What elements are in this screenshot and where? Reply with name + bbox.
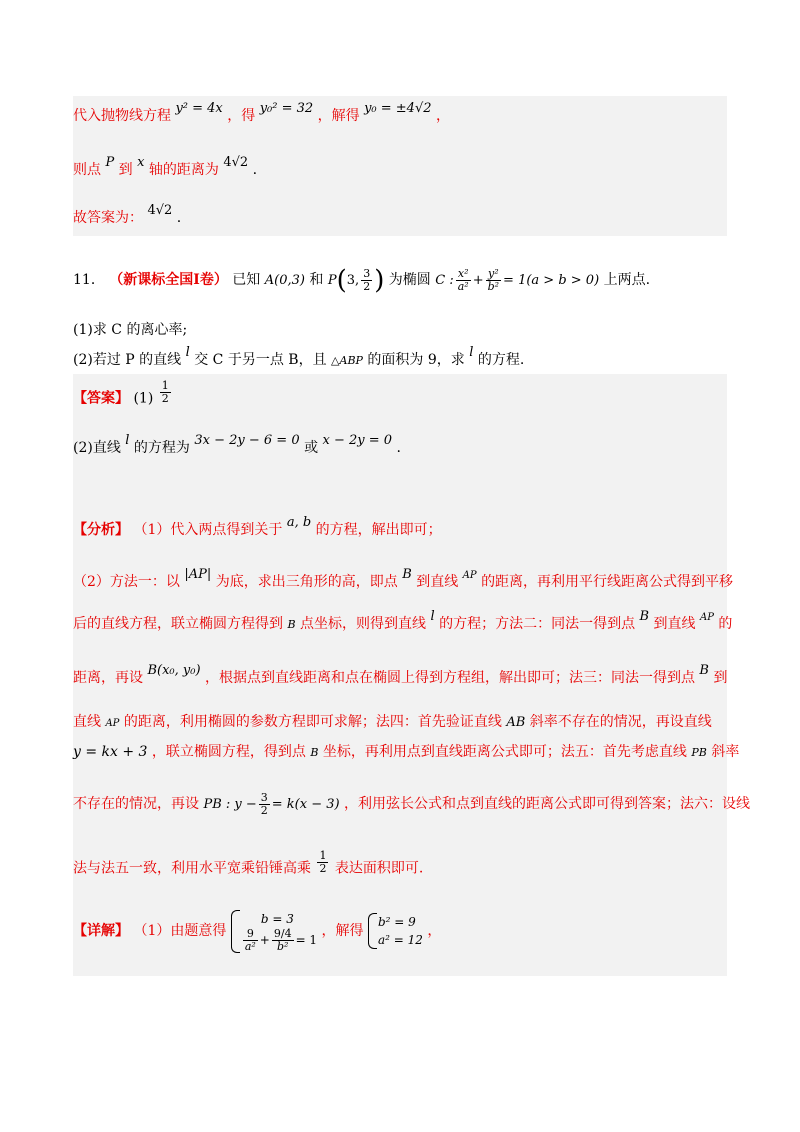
question-2: (2)若过 P 的直线 l 交 C 于另一点 B，且 △ABP 的面积为 9，求 l 的方程. xyxy=(73,345,525,368)
answer-line1: 【答案】 (1) $\frac{1}{2}$ xyxy=(73,379,169,407)
detail-line: 【详解】 （1）由题意得 b = 3 $\frac{9}{\text{a²}}$ + $\frac{9/4}{\text{b²}}$ = 1 ，解得 b² = 9 a² = 12 ， xyxy=(73,911,442,953)
equation: y₀ = ±4√2 xyxy=(364,101,432,116)
equation-system-1: b = 3 $\frac{9}{\text{a²}}$ + $\frac{9/4}{\text{b²}}$ = 1 xyxy=(231,910,317,953)
point-p: P(3, $\frac{3}{2}$ ) xyxy=(327,265,385,296)
analysis-line3: 后的直线方程，联立椭圆方程得到 B 点坐标，则得到直线 l 的方程；方法二：同法一得到点 B 到直线 $^{AP}$ 的 xyxy=(73,609,733,632)
block1-line3: 故答案为： 4√2 . xyxy=(73,203,182,226)
problem-statement: 11． （新课标全国Ⅰ卷） 已知 A(0,3) 和 P(3, $\frac{3}{2}$ ) 为椭圆 C : $\frac{\text{x²}}{\text{a²}}$ + $\frac{\text{y²}}{\text{b²}}$ = 1(a > b > 0) 上两点. xyxy=(73,265,651,296)
ellipse-equation: C : $\frac{\text{x²}}{\text{a²}}$ + $\frac{\text{y²}}{\text{b²}}$ = 1(a > b > 0) xyxy=(435,267,600,293)
analysis-line6: y = kx + 3 ，联立椭圆方程，得到点 B 坐标，再利用点到直线距离公式即可；法五：首先考虑直线 PB 斜率 xyxy=(73,744,740,760)
equation-pb: PB : y − $\frac{3}{2}$ = k(x − 3) xyxy=(203,791,340,817)
analysis-line1: 【分析】 （1）代入两点得到关于 a, b 的方程，解出即可； xyxy=(73,515,442,538)
analysis-line8: 法与法五一致，利用水平宽乘铅锤高乘 $\frac{1}{2}$ 表达面积即可. xyxy=(73,849,424,877)
block1-line2: 则点 P 到 x 轴的距离为 4√2 . xyxy=(73,155,258,178)
equation: y₀² = 32 xyxy=(259,101,314,116)
analysis-line2: （2）方法一：以 |AP| 为底，求出三角形的高，即点 B 到直线 $^{AP}$ 的距离，再利用平行线距离公式得到平移 xyxy=(73,567,734,590)
block1-line1: 代入抛物线方程 y² = 4x ，得 y₀² = 32 ，解得 y₀ = ±4√2 ， xyxy=(73,101,450,124)
analysis-line7: 不存在的情况，再设 PB : y − $\frac{3}{2}$ = k(x − 3) ，利用弦长公式和点到直线的距离公式即可得到答案；法六：设线 xyxy=(73,791,751,817)
equation-system-2: b² = 9 a² = 12 xyxy=(368,913,423,949)
analysis-line4: 距离，再设 B(x₀, y₀) ，根据点到直线距离和点在椭圆上得到方程组，解出即可；法三：同法一得到点 B 到 xyxy=(73,663,728,686)
analysis-line5: 直线 AP 的距离，利用椭圆的参数方程即可求解；法四：首先验证直线 AB 斜率不存在的情况，再设直线 xyxy=(73,714,712,730)
answer-tag: 【答案】 xyxy=(73,390,129,407)
detail-tag: 【详解】 xyxy=(73,923,129,939)
analysis-tag: 【分析】 xyxy=(73,522,129,538)
answer-line2: (2)直线 l 的方程为 3x − 2y − 6 = 0 或 x − 2y = 0 . xyxy=(73,433,401,456)
question-1: (1)求 C 的离心率; xyxy=(73,322,188,338)
problem-number: 11． xyxy=(73,272,105,288)
problem-source: （新课标全国Ⅰ卷） xyxy=(109,272,228,288)
equation: y² = 4x xyxy=(175,101,223,116)
